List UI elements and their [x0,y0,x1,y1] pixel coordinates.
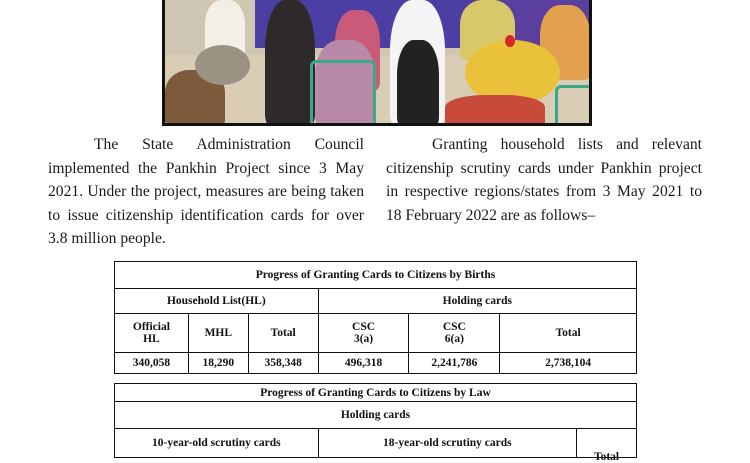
photo-person [265,0,315,126]
law-table-title: Progress of Granting Cards to Citizens by Law [115,384,637,402]
table-cell: 358,348 [248,353,318,374]
law-total-label: Total [593,451,620,463]
article-right-paragraph: Granting household lists and relevant citizenship scrutiny cards under Pankhin project in respective regions/states from 3 May 2021 to 18 February 2022 are as follows– [386,136,702,224]
article-left-column [48,133,364,251]
column-header: CSC 6(a) [409,314,500,353]
photo-chair [555,85,592,126]
ten-year-cards-header: 10-year-old scrutiny cards [115,429,319,458]
law-total-header [577,429,637,463]
table-cell: 340,058 [115,353,189,374]
column-header: Total [248,314,318,353]
eighteen-year-cards-header: 18-year-old scrutiny cards [318,429,576,458]
photo-cap [195,45,250,85]
table-cell: 18,290 [188,353,248,374]
photo-person [445,95,545,126]
photo-person [397,40,439,126]
births-progress-table [114,261,637,374]
table-cell: 2,241,786 [409,353,500,374]
household-list-header: Household List(HL) [115,289,319,314]
column-header: Official HL [115,314,189,353]
law-holding-cards-header: Holding cards [115,402,637,429]
column-header: Total [500,314,637,353]
photo-hat-top [505,35,515,47]
births-table-title: Progress of Granting Cards to Citizens by Births [115,262,637,289]
article-right-column [386,133,702,227]
article-left-paragraph: The State Administration Council implemented the Pankhin Project since 3 May 2021. Under the project, measures are being taken to issue citizenship identification cards for over 3.8 million people. [48,136,364,248]
column-header: CSC 3(a) [318,314,409,353]
column-header: MHL [188,314,248,353]
law-progress-table [114,383,637,463]
table-cell: 2,738,104 [500,353,637,374]
holding-cards-header: Holding cards [318,289,636,314]
event-photo [162,0,592,126]
photo-chair [310,60,376,126]
table-cell: 496,318 [318,353,409,374]
